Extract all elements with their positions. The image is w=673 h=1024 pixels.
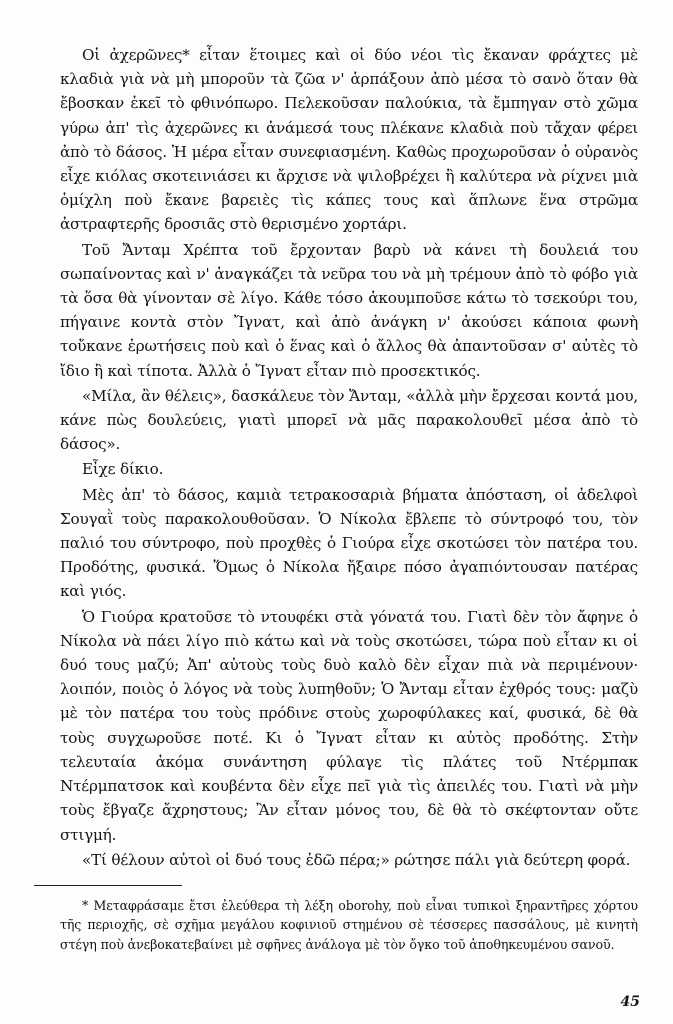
paragraph-1: Οἱ ἀχερῶνες* εἶταν ἕτοιμες καὶ οἱ δύο νέοι τὶς ἔκαναν φράχτες μὲ κλαδιὰ γιὰ νὰ μὴ μποροῦν τὰ ζῶα ν' ἁρπάξουν ἀπὸ μέσα τὸ σανὸ ὅταν θὰ ἔβοσκαν ἐκεῖ τὸ φθινόπωρο. Πελεκοῦσαν παλούκια, τὰ ἔμπηγαν στὸ χῶμα γύρω ἀπ' τὶς ἀχερῶνες κι ἀνάμεσά τους πλέκανε κλαδιὰ ποὺ τἄχαν φέρει ἀπὸ τὸ δάσος. Ἡ μέρα εἶταν συνεφιασμένη. Καθὼς προχωροῦσαν ὁ οὐρανὸς εἶχε κιόλας σκοτεινιάσει κι ἄρχισε νὰ ψιλοβρέχει ἢ καλύτερα νὰ ρίχνει μιὰ ὁμίχλη ποὺ ἔκανε βαρειὲς τὶς κάπες τους καὶ ἅπλωνε ἕνα στρῶμα ἀστραφτερῆς δροσιᾶς στὸ θερισμένο χορτάρι.: [60, 46, 638, 234]
paragraph-6: Ὁ Γιούρα κρατοῦσε τὸ ντουφέκι στὰ γόνατά του. Γιατὶ δὲν τὸν ἄφηνε ὁ Νίκολα νὰ πάει λίγο πιὸ κάτω καὶ νὰ τοὺς σκοτώσει, τώρα ποὺ εἶταν κι οἱ δυό τους μαζύ; Ἀπ' αὐτοὺς τοὺς δυὸ καλὸ δὲν εἶχαν πιὰ νὰ περιμένουν· λοιπόν, ποιὸς ὁ λόγος νὰ τοὺς λυπηθοῦν; Ὁ Ἄνταμ εἶταν ἐχθρός τους: μαζὺ μὲ τὸν πατέρα του τοὺς πρόδινε στοὺς χωροφύλακες καί, φυσικά, δὲ θὰ τοὺς συγχωροῦσε ποτέ. Κι ὁ Ἴγνατ εἶταν κι αὐτὸς προδότης. Στὴν τελευταία ἀκόμα συνάντηση φύλαγε τὶς πλάτες τοῦ Ντέρμπακ Ντέρμπατσοκ καὶ κουβέντα δὲν εἶχε πεῖ γιὰ τὶς ἀπειλές του. Γιατὶ νὰ μὴν τοὺς ἔβγαζε ἄχρηστους; Ἂν εἶταν μόνος του, δὲ θὰ τὸ σκέφτονταν οὔτε στιγμή.: [60, 607, 638, 844]
paragraph-4: Εἶχε δίκιο.: [82, 460, 164, 479]
footnote: [60, 896, 638, 954]
paragraph-3: «Μίλα, ἂν θέλεις», δασκάλευε τὸν Ἄνταμ, «ἀλλὰ μὴν ἔρχεσαι κοντά μου, κάνε πὼς δουλεύεις, γιατὶ μπορεῖ νὰ μᾶς παρακολουθεῖ μέσα ἀπὸ τὸ δάσος».: [60, 386, 638, 454]
footnote-text: * Μεταφράσαμε ἔτσι ἐλεύθερα τὴ λέξη oborohy, ποὺ εἶναι τυπικοὶ ξηραντῆρες χόρτου τῆς περιοχῆς, σὲ σχῆμα μεγάλου κοφινιοῦ στημένου σὲ τέσσερες πασσάλους, μὲ κινητὴ στέγη ποὺ ἀνεβοκατεβαίνει μὲ σφῆνες ἀνάλογα μὲ τὸν ὄγκο τοῦ ἀποθηκευμένου σανοῦ.: [60, 898, 638, 952]
main-text: [60, 43, 638, 873]
page-number: 45: [620, 994, 640, 1010]
paragraph-5: Μὲς ἀπ' τὸ δάσος, καμιὰ τετρακοσαριὰ βήματα ἀπόσταση, οἱ ἀδελφοὶ Σουγαῒ τοὺς παρακολουθοῦσαν. Ὁ Νίκολα ἔβλεπε τὸ σύντροφό του, τὸν παλιό του σύντροφο, ποὺ προχθὲς ὁ Γιούρα εἶχε σκοτώσει τὸν πατέρα του. Προδότης, φυσικά. Ὅμως ὁ Νίκολα ἤξαιρε πόσο ἀγαπιόντουσαν πατέρας καὶ γιός.: [60, 485, 638, 601]
footnote-divider: [34, 885, 182, 886]
paragraph-2: Τοῦ Ἄνταμ Χρέπτα τοῦ ἔρχονταν βαρὺ νὰ κάνει τὴ δουλειά του σωπαίνοντας καὶ ν' ἀναγκάζει τὰ νεῦρα του νὰ μὴ τρέμουν ἀπὸ τὸ φόβο γιὰ τὰ ὅσα θὰ γίνονταν σὲ λίγο. Κάθε τόσο ἀκουμποῦσε κάτω τὸ τσεκούρι του, πήγαινε κοντὰ στὸν Ἴγνατ, καὶ ἀπὸ ἀνάγκη ν' ἀκούσει κάποια φωνὴ τοὔκανε ἐρωτήσεις ποὺ καὶ ὁ ἕνας καὶ ὁ ἄλλος θὰ ἀπαντοῦσαν σ' αὐτὲς τὸ ἴδιο ἢ καὶ τίποτα. Ἀλλὰ ὁ Ἴγνατ εἶταν πιὸ προσεκτικός.: [60, 240, 638, 380]
paragraph-7: «Τί θέλουν αὐτοὶ οἱ δυό τους ἐδῶ πέρα;» ρώτησε πάλι γιὰ δεύτερη φορά.: [82, 850, 631, 869]
